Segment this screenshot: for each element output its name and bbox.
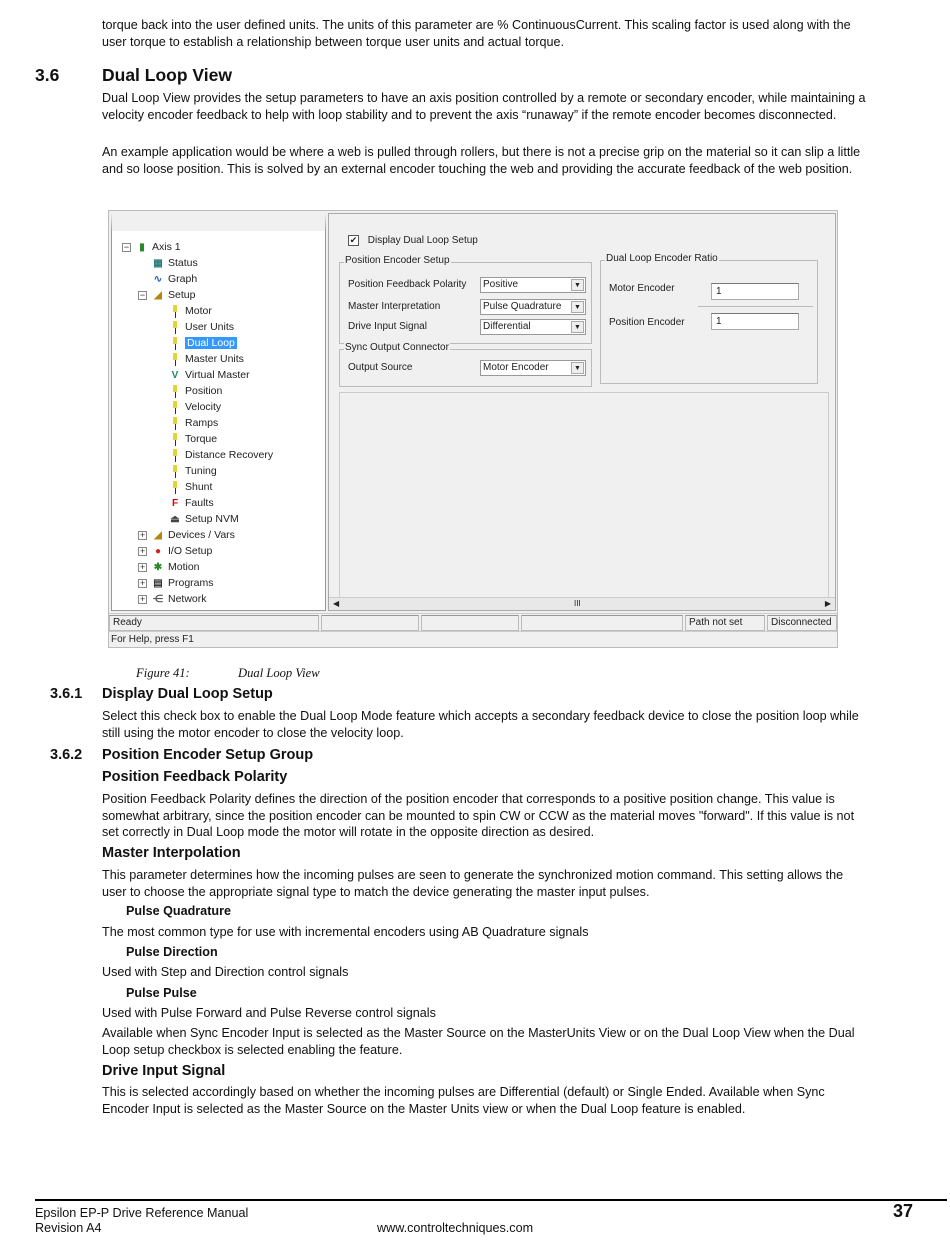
scroll-grip[interactable]: III	[574, 599, 581, 608]
tree-item[interactable]	[139, 559, 200, 575]
tree-item-label: Status	[168, 257, 198, 269]
dis-heading: Drive Input Signal	[102, 1063, 226, 1079]
tree-item-label: Tuning	[185, 465, 217, 477]
pin-icon	[169, 401, 181, 414]
pin-icon	[169, 465, 181, 478]
pd-text: Used with Step and Direction control signals	[102, 965, 349, 979]
pin-icon	[169, 433, 181, 446]
pin-icon	[169, 449, 181, 462]
tree-item-label: Dual Loop	[187, 337, 235, 349]
section-paragraph-1: Dual Loop View provides the setup parameters to have an axis position controlled by a remote or secondary encoder, while maintaining a velocity encoder feedback to help with loop stability and to prevent the axis “runaway” if the remote encoder becomes disconnected.	[102, 91, 866, 122]
chevron-down-icon: ▼	[571, 321, 584, 333]
tree-item[interactable]	[169, 431, 217, 447]
faults-icon: F	[171, 497, 179, 509]
tree-item-label: I/O Setup	[168, 545, 213, 557]
group-title: Dual Loop Encoder Ratio	[606, 253, 718, 264]
drive-input-signal-dropdown[interactable]	[480, 319, 586, 335]
drive-icon: ▮	[139, 241, 145, 253]
dropdown-value: Positive	[483, 279, 519, 290]
footer-revision: Revision A4	[35, 1221, 102, 1235]
subsection-text: Select this check box to enable the Dual Loop Mode feature which accepts a secondary feedback device to close the position loop while still using the motor encoder to close the velocity loop.	[102, 709, 859, 740]
tree-item-label: Virtual Master	[185, 369, 250, 381]
pfp-text: Position Feedback Polarity defines the direction of the position encoder that corresponds to a positive position change. This value is somewhat arbitrary, since the position encoder can be mounted to spin CW or CCW as the material moves "forward". If this value is not set correctly in Dual Loop mode the motor will rotate in the opposite direction as desired.	[102, 792, 855, 840]
tree-item[interactable]	[169, 335, 237, 351]
scroll-left-icon[interactable]: ◀	[333, 599, 340, 608]
section-title: Dual Loop View	[102, 65, 232, 85]
status-path: Path not set	[685, 615, 765, 631]
pp-heading: Pulse Pulse	[126, 986, 197, 1000]
chevron-down-icon: ▼	[571, 279, 584, 291]
io-icon: ●	[154, 545, 162, 557]
pp-text: Used with Pulse Forward and Pulse Reverse control signals	[102, 1006, 436, 1020]
motor-encoder-input[interactable]: 1	[711, 283, 799, 300]
scroll-right-icon[interactable]: ▶	[824, 599, 831, 608]
dual-loop-view-screenshot	[108, 210, 838, 648]
pin-icon	[169, 385, 181, 398]
group-title: Sync Output Connector	[345, 342, 449, 353]
figure-number: Figure 41:	[136, 666, 190, 680]
tree-item-label: User Units	[185, 321, 235, 333]
figure-caption: Dual Loop View	[238, 666, 320, 680]
setup-icon: ◢	[154, 289, 162, 301]
subsection-number: 3.6.1	[50, 686, 83, 702]
tree-item[interactable]	[169, 415, 218, 431]
tree-item-label: Devices / Vars	[168, 529, 235, 541]
dual-loop-encoder-ratio-group	[600, 253, 818, 384]
display-dual-loop-checkbox[interactable]	[348, 235, 478, 246]
master-interpretation-dropdown[interactable]	[480, 299, 586, 315]
tree-item[interactable]	[169, 351, 244, 367]
mi-heading: Master Interpolation	[102, 845, 241, 861]
mi-text: This parameter determines how the incoming pulses are seen to generate the synchronized motion command. This setting allows the user to choose the appropriate signal type to match the device generating the master input pulses.	[102, 868, 844, 899]
help-bar: For Help, press F1	[109, 631, 837, 647]
nvm-icon: ⏏	[170, 513, 180, 525]
subsection-number: 3.6.2	[50, 747, 83, 763]
tree-item-label: Ramps	[185, 417, 219, 429]
tree-item[interactable]	[169, 447, 273, 463]
tree-item[interactable]	[169, 511, 239, 527]
status-connection: Disconnected	[767, 615, 837, 631]
pin-icon	[169, 417, 181, 430]
tree-item-label: Motor	[185, 305, 212, 317]
intro-paragraph: torque back into the user defined units. The units of this parameter are % ContinuousCurrent. This scaling factor is used along with the user torque to establish a relationship between torque user units and actual torque.	[102, 18, 851, 49]
collapse-icon[interactable]: −	[123, 242, 130, 252]
tree-item-label: Setup NVM	[185, 513, 239, 525]
position-encoder-input[interactable]: 1	[711, 313, 799, 330]
tree-item[interactable]	[139, 287, 196, 303]
tree-item-label: Axis 1	[152, 241, 181, 253]
tree-item[interactable]	[169, 383, 222, 399]
programs-icon: ▤	[153, 577, 163, 589]
tree-item[interactable]	[169, 303, 212, 319]
tree-item-label: Faults	[185, 497, 214, 509]
tree-item[interactable]	[123, 239, 181, 255]
tree-item[interactable]	[152, 255, 198, 271]
checkbox-label: Display Dual Loop Setup	[367, 235, 478, 247]
footer-rule	[35, 1199, 947, 1201]
pin-icon	[169, 321, 181, 334]
tree-item[interactable]	[169, 319, 234, 335]
expand-icon[interactable]: +	[139, 546, 146, 556]
navigation-tree	[111, 213, 326, 611]
tree-item[interactable]	[169, 495, 214, 511]
polarity-dropdown[interactable]	[480, 277, 586, 293]
expand-icon[interactable]: +	[139, 578, 146, 588]
availability-text: Available when Sync Encoder Input is selected as the Master Source on the MasterUnits View or on the Dual Loop View when the Dual Loop setup checkbox is selected enabling the feature.	[102, 1026, 855, 1057]
dropdown-value: Pulse Quadrature	[483, 301, 562, 312]
subsection-title: Position Encoder Setup Group	[102, 747, 314, 763]
subsection-title: Display Dual Loop Setup	[102, 686, 273, 702]
status-icon: ▦	[153, 257, 163, 269]
status-bar	[109, 613, 837, 631]
footer-manual: Epsilon EP-P Drive Reference Manual	[35, 1206, 249, 1220]
dual-loop-panel	[328, 213, 836, 611]
tree-item-label: Velocity	[185, 401, 222, 413]
tree-item-label: Position	[185, 385, 223, 397]
collapse-icon[interactable]: −	[139, 290, 146, 300]
tree-item[interactable]	[139, 527, 235, 543]
sync-output-connector-group	[339, 342, 592, 387]
tree-item[interactable]	[139, 591, 207, 607]
field-label: Position Feedback Polarity	[348, 279, 467, 290]
position-encoder-setup-group	[339, 255, 592, 344]
tree-item-label: Master Units	[185, 353, 244, 365]
pin-icon	[169, 353, 181, 366]
output-source-dropdown[interactable]	[480, 360, 586, 376]
field-label: Drive Input Signal	[348, 321, 427, 332]
dropdown-value: Differential	[483, 321, 531, 332]
tree-item[interactable]	[152, 271, 197, 287]
dis-text: This is selected accordingly based on whether the incoming pulses are Differential (default) or Single Ended. Available when Sync Encoder Input is selected as the Master Source on the Master Units view or when the Dual Loop feature is enabled.	[102, 1085, 825, 1116]
section-number: 3.6	[35, 65, 60, 85]
tree-item[interactable]	[169, 479, 212, 495]
tree-item-label: Graph	[168, 273, 198, 285]
expand-icon[interactable]: +	[139, 530, 146, 540]
status-cell	[421, 615, 519, 631]
graph-icon: ∿	[153, 273, 163, 285]
horizontal-scrollbar[interactable]	[329, 597, 835, 610]
pfp-heading: Position Feedback Polarity	[102, 769, 288, 785]
tree-item[interactable]	[169, 399, 221, 415]
tree-item-label: Motion	[168, 561, 200, 573]
tree-item[interactable]	[169, 367, 250, 383]
status-cell	[521, 615, 683, 631]
pin-icon	[169, 481, 181, 494]
tree-item[interactable]	[139, 543, 213, 559]
tree-item-label: Setup	[168, 289, 196, 301]
page-number: 37	[893, 1201, 914, 1221]
tree-item-label: Programs	[168, 577, 214, 589]
checkmark-icon: ✔	[349, 235, 358, 245]
motion-icon: ✱	[153, 561, 163, 573]
field-label: Output Source	[348, 362, 413, 373]
expand-icon[interactable]: +	[139, 594, 146, 604]
tree-item-label: Distance Recovery	[185, 449, 274, 461]
field-label: Master Interpretation	[348, 301, 441, 312]
footer-url[interactable]: www.controltechniques.com	[377, 1221, 534, 1235]
pin-icon	[169, 305, 181, 318]
empty-panel	[339, 392, 829, 598]
network-icon: ⋲	[153, 593, 163, 605]
dropdown-value: Motor Encoder	[483, 362, 549, 373]
status-ready: Ready	[109, 615, 319, 631]
pq-text: The most common type for use with incremental encoders using AB Quadrature signals	[102, 925, 589, 939]
tree-item-label: Network	[168, 593, 207, 605]
pin-icon	[169, 337, 181, 350]
tree-item-label: Shunt	[185, 481, 213, 493]
pq-heading: Pulse Quadrature	[126, 904, 231, 918]
section-paragraph-2: An example application would be where a web is pulled through rollers, but there is not a precise grip on the material so it can slip a little and so loose position. This is solved by an external encoder touching the web and providing the accurate feedback of the web position.	[102, 145, 861, 176]
chevron-down-icon: ▼	[571, 301, 584, 313]
group-title: Position Encoder Setup	[345, 255, 450, 266]
expand-icon[interactable]: +	[139, 562, 146, 572]
tree-item-label: Torque	[185, 433, 218, 445]
devices-icon: ◢	[154, 529, 162, 541]
chevron-down-icon: ▼	[571, 362, 584, 374]
ratio-divider	[698, 306, 813, 307]
tree-item[interactable]	[169, 463, 217, 479]
status-cell	[321, 615, 419, 631]
position-encoder-label: Position Encoder	[609, 317, 685, 328]
motor-encoder-label: Motor Encoder	[609, 283, 675, 294]
pd-heading: Pulse Direction	[126, 945, 218, 959]
virtual-master-icon: V	[171, 369, 179, 381]
tree-item[interactable]	[139, 575, 214, 591]
